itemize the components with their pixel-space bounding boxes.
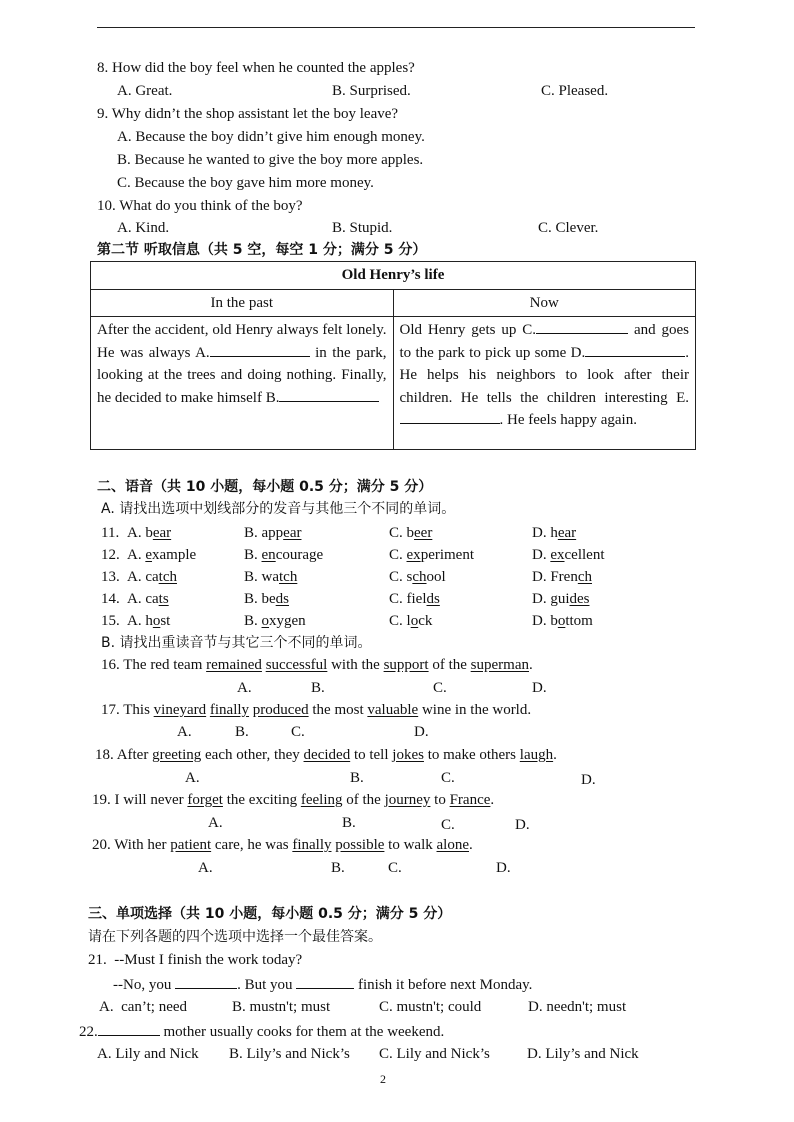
q9-option-c: C. Because the boy gave him more money. [117, 175, 374, 191]
stress-word: will [123, 792, 147, 808]
q21-option-c: C. mustn't; could [379, 999, 482, 1015]
q22-option-a: A. Lily and Nick [97, 1046, 199, 1062]
phonics-option: B. encourage [244, 547, 324, 563]
stress-word: wine [421, 702, 452, 718]
page-number: 2 [380, 1072, 386, 1086]
part-3-instructions: 请在下列各题的四个选项中选择一个最佳答案。 [88, 929, 382, 945]
stress-word: make [443, 747, 476, 763]
stress-word: decided [303, 747, 351, 763]
stress-word: care, [214, 837, 244, 853]
stress-word: With [114, 837, 144, 853]
stress-word: the [362, 792, 381, 808]
q10-option-b: B. Stupid. [332, 220, 393, 236]
phonics-number: 11. [101, 525, 120, 541]
question-21-reply: --No, you . But you finish it before next Monday. [113, 974, 532, 994]
stress-word: laugh. [519, 747, 557, 763]
phonics-option: A. host [127, 613, 171, 629]
blank-21-2[interactable] [296, 974, 354, 989]
stress-word: I [114, 792, 120, 808]
stress-word: world. [492, 702, 532, 718]
phonics-option: D. hear [532, 525, 577, 541]
stress-word: other, [236, 747, 271, 763]
phonics-option: B. oxygen [244, 613, 306, 629]
phonics-option: B. watch [244, 569, 298, 585]
q22-option-b: B. Lily’s and Nick’s [229, 1046, 350, 1062]
phonics-option: C. lock [389, 613, 433, 629]
blank-a[interactable] [210, 342, 310, 357]
cell-now: Old Henry gets up C. and goes to the park to pick up some D. . He helps his neighbors to look after their children. He tells the children interesting E. . He feels happy again. [393, 317, 696, 450]
phonics-option: A. catch [127, 569, 177, 585]
stress-word: jokes [392, 747, 424, 763]
phonics-option: A. example [127, 547, 197, 563]
q21-option-b: B. mustn't; must [232, 999, 331, 1015]
old-henry-table [90, 261, 696, 450]
stress-word: feeling [300, 792, 343, 808]
cell-past: After the accident, old Henry always felt lonely. He was always A. in the park, looking at the trees and doing nothing. Finally, he decided to make himself B. [91, 317, 394, 450]
top-rule [97, 27, 695, 28]
stress-q18: 18. After greeting each other, they decided to tell jokes to make others laugh. [95, 747, 557, 763]
phonics-option: A. bear [127, 525, 172, 541]
stress-word: produced [252, 702, 309, 718]
stress-word: red [150, 657, 170, 673]
stress-word: France. [449, 792, 495, 808]
stress-word: he [247, 837, 262, 853]
phonics-option: D. guides [532, 591, 590, 607]
stress-word: This [123, 702, 150, 718]
q22-option-d: D. Lily’s and Nick [527, 1046, 639, 1062]
stress-word: to [427, 747, 440, 763]
stress-word: tell [369, 747, 389, 763]
phonics-option: C. school [389, 569, 446, 585]
stress-word: her [147, 837, 167, 853]
stress-word: the [361, 657, 380, 673]
phonics-option: C. fields [389, 591, 440, 607]
stress-q17: 17. This vineyard finally produced the most valuable wine in the world. [101, 702, 532, 718]
blank-e[interactable] [400, 409, 500, 424]
phonics-number: 15. [101, 613, 120, 629]
stress-word: walk [403, 837, 433, 853]
stress-q19: 19. I will never forget the exciting feeling of the journey to France. [92, 792, 495, 808]
part-2a-instructions: A. 请找出选项中划线部分的发音与其他三个不同的单词。 [101, 501, 456, 517]
stress-word: in [454, 702, 467, 718]
stress-word: superman. [470, 657, 533, 673]
part-2b-instructions: B. 请找出重读音节与其它三个不同的单词。 [101, 635, 372, 651]
phonics-number: 12. [101, 547, 120, 563]
stress-q16: 16. The red team remained successful with the support of the superman. [101, 657, 533, 673]
stress-word: remained [206, 657, 262, 673]
stress-word: the [226, 792, 246, 808]
blank-21-1[interactable] [175, 974, 237, 989]
stress-word: was [265, 837, 289, 853]
stress-word: exciting [248, 792, 298, 808]
stress-word: to [434, 792, 446, 808]
stress-word: forget [187, 792, 223, 808]
question-9: 9. Why didn’t the shop assistant let the boy leave? [97, 106, 399, 122]
stress-word: journey [384, 792, 431, 808]
stress-word: others [479, 747, 517, 763]
stress-word: The [123, 657, 147, 673]
question-21: 21. --Must I finish the work today? [88, 952, 303, 968]
stress-word: to [388, 837, 400, 853]
q9-option-b: B. Because he wanted to give the boy more apples. [117, 152, 424, 168]
stress-word: with [331, 657, 358, 673]
phonics-option: C. beer [389, 525, 433, 541]
q8-option-b: B. Surprised. [332, 83, 411, 99]
phonics-option: B. beds [244, 591, 290, 607]
stress-word: support [383, 657, 429, 673]
question-8: 8. How did the boy feel when he counted the apples? [97, 60, 415, 76]
phonics-option: D. excellent [532, 547, 605, 563]
stress-word: possible [335, 837, 385, 853]
phonics-option: A. cats [127, 591, 169, 607]
table-title: Old Henry’s life [91, 262, 696, 290]
phonics-option: C. experiment [389, 547, 475, 563]
q10-option-c: C. Clever. [538, 220, 599, 236]
blank-22[interactable] [98, 1021, 160, 1036]
stress-word: After [116, 747, 149, 763]
stress-word: successful [265, 657, 328, 673]
q21-option-d: D. needn't; must [528, 999, 627, 1015]
stress-word: of [346, 792, 359, 808]
blank-c[interactable] [536, 319, 628, 334]
stress-q20: 20. With her patient care, he was finally possible to walk alone. [92, 837, 473, 853]
stress-word: finally [292, 837, 332, 853]
stress-word: most [334, 702, 364, 718]
q9-option-a: A. Because the boy didn’t give him enough money. [117, 129, 425, 145]
stress-word: each [205, 747, 233, 763]
phonics-number: 14. [101, 591, 120, 607]
question-22: 22. mother usually cooks for them at the weekend. [79, 1021, 444, 1041]
blank-d[interactable] [585, 342, 685, 357]
stress-word: valuable [367, 702, 419, 718]
stress-word: the [448, 657, 467, 673]
section-2-heading: 第二节 听取信息（共 5 空，每空 1 分；满分 5 分） [97, 242, 427, 258]
stress-word: vineyard [153, 702, 207, 718]
phonics-option: B. appear [244, 525, 302, 541]
q8-option-c: C. Pleased. [541, 83, 609, 99]
phonics-option: D. bottom [532, 613, 593, 629]
stress-word: of [432, 657, 445, 673]
stress-word: to [353, 747, 366, 763]
phonics-number: 13. [101, 569, 120, 585]
stress-word: the [470, 702, 489, 718]
part-2-heading: 二、语音（共 10 小题，每小题 0.5 分；满分 5 分） [97, 479, 433, 495]
stress-word: patient [170, 837, 212, 853]
q8-option-a: A. Great. [117, 83, 173, 99]
q10-option-a: A. Kind. [117, 220, 170, 236]
col-header-past: In the past [91, 289, 394, 317]
stress-word: the [312, 702, 331, 718]
stress-word: alone. [436, 837, 473, 853]
stress-word: finally [209, 702, 250, 718]
q21-option-a: A. can’t; need [99, 999, 188, 1015]
stress-word: they [273, 747, 300, 763]
blank-b[interactable] [279, 387, 379, 402]
phonics-option: D. French [532, 569, 592, 585]
stress-word: team [173, 657, 203, 673]
part-3-heading: 三、单项选择（共 10 小题，每小题 0.5 分；满分 5 分） [88, 906, 452, 922]
question-10: 10. What do you think of the boy? [97, 198, 303, 214]
col-header-now: Now [393, 289, 696, 317]
stress-word: greeting [152, 747, 202, 763]
q22-option-c: C. Lily and Nick’s [379, 1046, 490, 1062]
stress-word: never [150, 792, 184, 808]
